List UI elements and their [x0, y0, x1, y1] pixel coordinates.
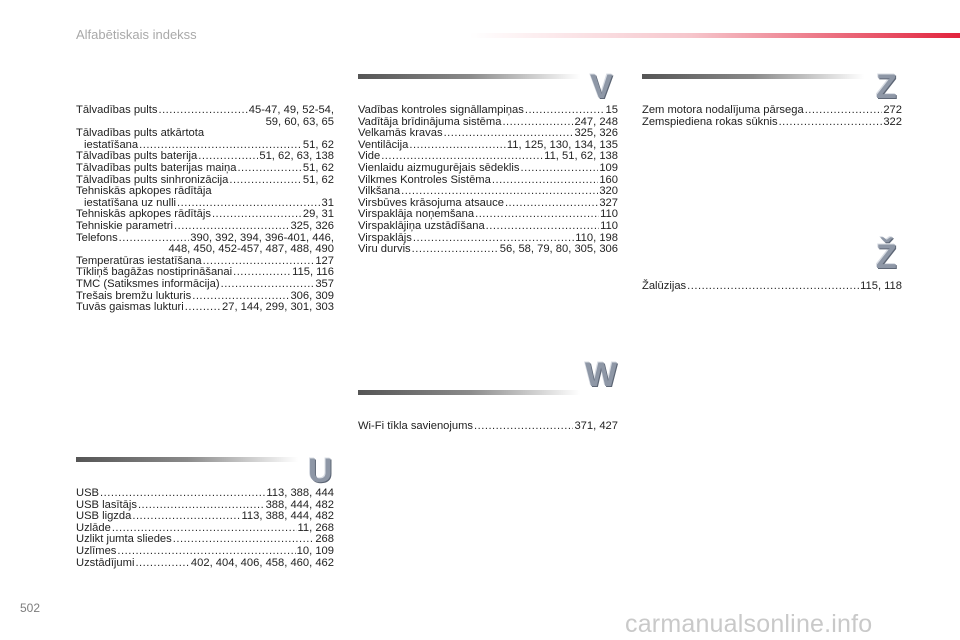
index-entry	[76, 558, 334, 570]
index-entry	[76, 279, 334, 291]
entry-label: Velkamās kravas	[358, 127, 443, 140]
entry-label: Tālvadības pults atkārtota	[76, 127, 205, 140]
entry-label: Virsbūves krāsojuma atsauce	[358, 196, 504, 209]
entry-pages: 51, 62, 63, 138	[259, 150, 334, 163]
entry-label: Viru durvis	[358, 243, 411, 256]
entry-label: Tehniskās apkopes rādītājs	[76, 208, 211, 221]
entry-pages: 51, 62	[302, 173, 334, 186]
index-entry	[76, 105, 334, 117]
entry-label: Vadītāja brīdinājuma sistēma	[358, 115, 502, 128]
section-letter-zh: Ž	[876, 238, 897, 276]
entry-label: Vide	[358, 150, 381, 163]
entry-pages: 45-47, 49, 52-54,	[248, 104, 334, 116]
index-entry	[76, 163, 334, 175]
entry-label: Uzlāde	[76, 521, 111, 534]
index-entry	[358, 105, 618, 117]
index-entry	[358, 186, 618, 198]
page-header-title: Alfabētiskais indekss	[76, 27, 197, 42]
entry-label: Tālvadības pults sinhronizācija	[76, 173, 229, 186]
entry-label: Wi-Fi tīkla savienojums	[358, 420, 474, 432]
index-entry	[358, 221, 618, 233]
entry-pages: 110, 198	[575, 231, 618, 244]
section-letter-u: U	[308, 452, 333, 490]
entry-label: Trešais bremžu lukturis	[76, 289, 192, 302]
entry-label: Ventilācija	[358, 138, 409, 151]
entry-pages: 11, 51, 62, 138	[544, 150, 618, 163]
entry-label: Vilkšana	[358, 185, 401, 198]
entry-label: Uzlīmes	[76, 544, 117, 557]
index-entry	[358, 163, 618, 175]
index-entry	[358, 421, 618, 433]
entry-label: Tālvadības pults	[76, 104, 158, 116]
entry-pages: 10, 109	[296, 544, 334, 557]
entry-pages: 327	[599, 196, 618, 209]
entry-label: Vadības kontroles signāllampiņas	[358, 104, 524, 116]
entry-label: Vienlaidu aizmugurējais sēdeklis	[358, 161, 520, 174]
index-column-zh	[642, 281, 902, 293]
index-entry	[76, 302, 334, 314]
entry-pages: 320	[599, 185, 618, 198]
index-column-z	[642, 105, 902, 128]
entry-label: Zem motora nodalījuma pārsega	[642, 104, 804, 116]
index-entry	[642, 105, 902, 117]
entry-pages: 322	[883, 115, 902, 128]
index-column-u	[76, 488, 334, 569]
index-entry	[358, 244, 618, 256]
entry-pages: 113, 388, 444, 482	[241, 510, 334, 523]
entry-pages: 268	[315, 533, 334, 546]
entry-pages: 402, 404, 406, 458, 460, 462	[190, 556, 334, 569]
index-entry	[76, 488, 334, 500]
watermark-text: carmanualsonline.info	[625, 610, 873, 638]
index-column-t	[76, 105, 334, 314]
entry-label: Virspaklāja noņemšana	[358, 208, 475, 221]
page-number: 502	[20, 601, 41, 615]
entry-pages: 388, 444, 482	[265, 498, 334, 511]
entry-label: Tālvadības pults baterija	[76, 150, 198, 163]
entry-label: iestatīšana uz nulli	[84, 196, 177, 209]
section-letter-w: W	[585, 356, 618, 394]
entry-label: Virspaklājs	[358, 231, 412, 244]
section-divider-w	[358, 390, 580, 395]
entry-pages: 110	[600, 208, 618, 221]
entry-label: USB lasītājs	[76, 498, 137, 511]
entry-pages: 11, 268	[297, 521, 334, 534]
entry-pages: 306, 309	[290, 289, 334, 302]
entry-pages: 27, 144, 299, 301, 303	[222, 301, 334, 314]
entry-label: Telefons	[76, 231, 118, 244]
entry-pages: 325, 326	[290, 219, 334, 232]
entry-pages: 127	[315, 254, 334, 267]
entry-label: Uzstādījumi	[76, 556, 135, 569]
entry-pages: 371, 427	[574, 420, 618, 432]
entry-pages: 15	[605, 104, 618, 116]
entry-pages: 109	[599, 161, 618, 174]
index-entry	[76, 511, 334, 523]
section-letter-v: V	[590, 68, 613, 106]
entry-label: iestatīšana	[84, 138, 139, 151]
entry-label: Zemspiediena rokas sūknis	[642, 115, 778, 128]
index-entry	[642, 281, 902, 293]
entry-pages: 51, 62	[302, 161, 334, 174]
section-letter-z: Z	[876, 68, 897, 106]
index-column-v	[358, 105, 618, 256]
entry-pages: 272	[883, 104, 902, 116]
entry-label: Žalūzijas	[642, 280, 687, 292]
entry-label: Tīkliņš bagāžas nostiprināšanai	[76, 266, 233, 279]
entry-pages: 115, 116	[292, 266, 334, 279]
entry-label: USB	[76, 487, 100, 499]
entry-label: Vilkmes Kontroles Sistēma	[358, 173, 491, 186]
index-entry	[76, 546, 334, 558]
section-divider-z	[642, 74, 864, 79]
section-divider-u	[76, 457, 298, 462]
entry-label: Temperatūras iestatīšana	[76, 254, 202, 267]
entry-pages: 31	[321, 196, 334, 209]
entry-pages: 160	[599, 173, 618, 186]
entry-label: Virspaklājiņa uzstādīšana	[358, 219, 485, 232]
entry-pages: 56, 58, 79, 80, 305, 306	[499, 243, 618, 256]
entry-label: Tehniskie parametri	[76, 219, 173, 232]
entry-pages: 11, 125, 130, 134, 135	[506, 138, 618, 151]
entry-label: Tehniskās apkopes rādītāja	[76, 185, 212, 198]
header-accent-bar	[470, 33, 960, 38]
section-divider-v	[358, 74, 580, 79]
index-entry	[76, 221, 334, 233]
entry-pages-continued: 448, 450, 452-457, 487, 488, 490	[168, 243, 334, 256]
entry-pages: 29, 31	[302, 208, 334, 221]
entry-pages: 110	[600, 219, 618, 232]
entry-pages: 51, 62	[302, 138, 334, 151]
entry-label: TMC (Satiksmes informācija)	[76, 277, 220, 290]
entry-label: Tālvadības pults baterijas maiņa	[76, 161, 237, 174]
entry-pages: 390, 392, 394, 396-401, 446,	[190, 231, 334, 244]
entry-pages: 357	[315, 277, 334, 290]
entry-label: USB ligzda	[76, 510, 132, 523]
entry-pages: 325, 326	[574, 127, 618, 140]
index-column-w	[358, 421, 618, 433]
entry-pages: 113, 388, 444	[266, 487, 334, 499]
entry-label: Uzlikt jumta sliedes	[76, 533, 172, 546]
entry-pages: 247, 248	[574, 115, 618, 128]
entry-pages: 115, 118	[860, 280, 902, 292]
entry-label: Tuvās gaismas lukturi	[76, 301, 184, 314]
entry-pages-continued: 59, 60, 63, 65	[265, 115, 334, 128]
index-entry	[642, 117, 902, 129]
